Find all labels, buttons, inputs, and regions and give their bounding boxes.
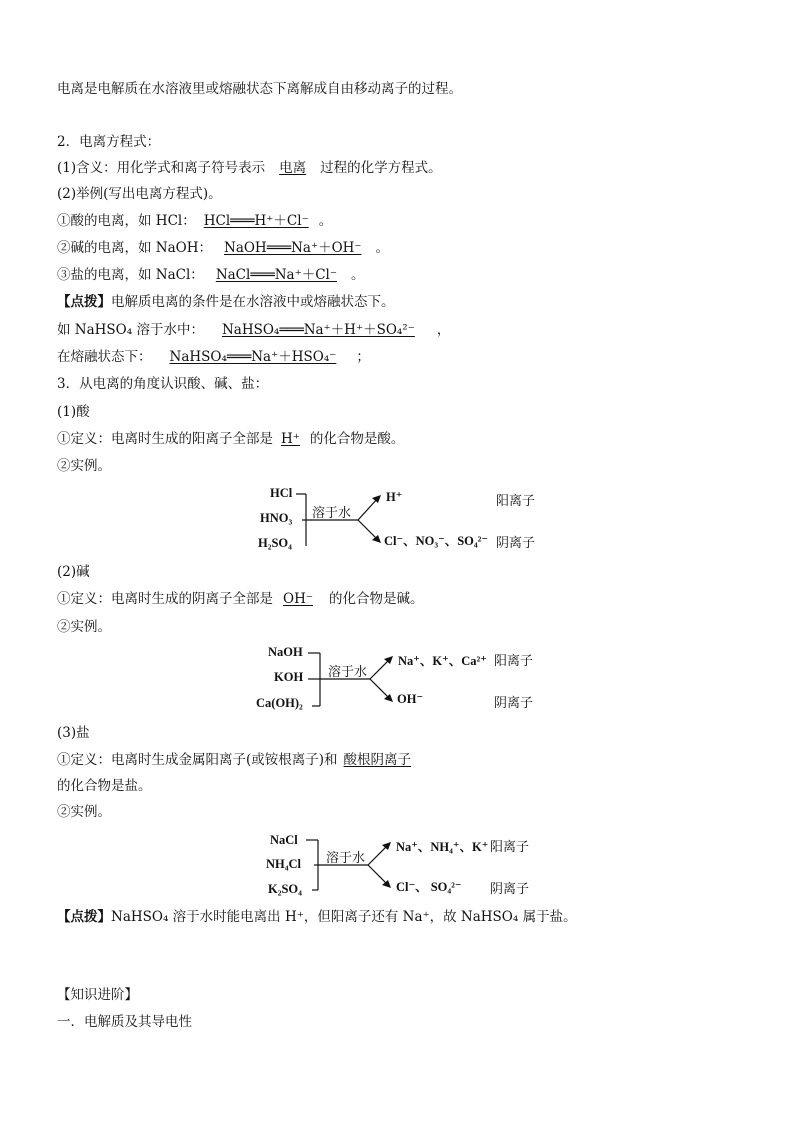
condition-label: 溶于水 bbox=[326, 851, 366, 866]
base-bracket-arrows bbox=[254, 643, 554, 715]
acid-reactant: HCl bbox=[270, 486, 293, 500]
acid-reactant: HNO₃ bbox=[260, 511, 293, 525]
anion-products: Cl⁻、NO₃⁻、SO₄²⁻ bbox=[384, 534, 488, 548]
anion-label: 阴离子 bbox=[496, 536, 536, 551]
cation-label: 阳离子 bbox=[490, 840, 530, 855]
advanced-subtitle: 一．电解质及其导电性 bbox=[57, 1014, 192, 1030]
cation-label: 阳离子 bbox=[494, 654, 534, 669]
blank-answer: OH⁻ bbox=[283, 591, 313, 607]
nahso4-melt-line: 在熔融状态下： NaHSO₄═══Na⁺＋HSO₄⁻ ； bbox=[57, 349, 370, 365]
section-3-title: 3．从电离的角度认识酸、碱、盐： bbox=[57, 376, 269, 392]
acid-bracket-arrows bbox=[250, 484, 550, 554]
blank-answer: 电离 bbox=[279, 160, 307, 176]
salt-definition: ①定义：电离时生成金属阳离子(或铵根离子)和 酸根阴离子 bbox=[57, 750, 425, 770]
base-example-label: ②实例。 bbox=[57, 619, 111, 635]
salt-reactant: NH₄Cl bbox=[266, 857, 301, 871]
meaning-line: (1)含义：用化学式和离子符号表示 电离 过程的化学方程式。 bbox=[57, 160, 442, 176]
advanced-tag: 【知识进阶】 bbox=[57, 987, 138, 1003]
blank-answer: H⁺ bbox=[281, 431, 300, 447]
base-definition: ①定义：电离时生成的阴离子全部是 OH⁻ 的化合物是碱。 bbox=[57, 591, 424, 607]
cation-products: H⁺ bbox=[386, 490, 403, 504]
nahso4-water-line: 如 NaHSO₄ 溶于水中： NaHSO₄═══Na⁺＋H⁺＋SO₄²⁻ ， bbox=[57, 322, 451, 338]
anion-label: 阴离子 bbox=[494, 696, 534, 711]
tip-line-2: 【点拨】NaHSO₄ 溶于水时能电离出 H⁺，但阳离子还有 Na⁺，故 NaHSO₄ 属于盐。 bbox=[57, 909, 577, 925]
acid-ionization-line: ①酸的电离，如 HCl： HCl═══H⁺＋Cl⁻ 。 bbox=[57, 213, 333, 229]
base-ionization-line: ②碱的电离，如 NaOH： NaOH═══Na⁺＋OH⁻ 。 bbox=[57, 240, 390, 256]
salt-example-label: ②实例。 bbox=[57, 804, 111, 820]
blank-answer: HCl═══H⁺＋Cl⁻ bbox=[203, 213, 309, 229]
blank-answer: NaCl═══Na⁺＋Cl⁻ bbox=[215, 267, 337, 283]
anion-products: Cl⁻、 SO₄²⁻ bbox=[396, 880, 462, 894]
examples-title: (2)举例(写出电离方程式)。 bbox=[57, 186, 222, 202]
base-reactant: NaOH bbox=[268, 645, 303, 659]
blank-answer: NaHSO₄═══Na⁺＋H⁺＋SO₄²⁻ bbox=[221, 322, 415, 338]
anion-products: OH⁻ bbox=[397, 692, 424, 706]
base-ionization-diagram bbox=[254, 643, 554, 715]
intro-text: 电离是电解质在水溶液里或熔融状态下离解成自由移动离子的过程。 bbox=[57, 81, 462, 97]
acid-ionization-diagram bbox=[250, 484, 550, 554]
acid-definition: ①定义：电离时生成的阳离子全部是 H⁺ 的化合物是酸。 bbox=[57, 431, 405, 447]
blank-answer: NaHSO₄═══Na⁺＋HSO₄⁻ bbox=[169, 349, 337, 365]
blank-answer: NaOH═══Na⁺＋OH⁻ bbox=[224, 240, 362, 256]
cation-label: 阳离子 bbox=[496, 494, 536, 509]
cation-products: Na⁺、NH₄⁺、K⁺ bbox=[396, 840, 489, 854]
anion-label: 阴离子 bbox=[490, 882, 530, 897]
section-2-title: 2．电离方程式： bbox=[57, 134, 161, 150]
acid-example-label: ②实例。 bbox=[57, 458, 111, 474]
acid-reactant: H₂SO₄ bbox=[258, 536, 292, 550]
salt-bracket-arrows bbox=[262, 831, 562, 901]
condition-label: 溶于水 bbox=[312, 506, 352, 521]
acid-heading: (1)酸 bbox=[57, 404, 90, 420]
condition-label: 溶于水 bbox=[328, 665, 368, 680]
salt-ionization-diagram bbox=[262, 831, 562, 901]
base-heading: (2)碱 bbox=[57, 564, 90, 580]
base-reactant: Ca(OH)₂ bbox=[256, 696, 303, 710]
salt-reactant: K₂SO₄ bbox=[268, 882, 302, 896]
salt-ionization-line: ③盐的电离，如 NaCl： NaCl═══Na⁺＋Cl⁻ 。 bbox=[57, 267, 365, 283]
base-reactant: KOH bbox=[274, 670, 304, 684]
cation-products: Na⁺、K⁺、Ca²⁺ bbox=[398, 654, 487, 668]
tip-line-1: 【点拨】电解质电离的条件是在水溶液中或熔融状态下。 bbox=[57, 294, 395, 310]
salt-heading: (3)盐 bbox=[57, 725, 90, 741]
salt-definition-cont: 的化合物是盐。 bbox=[57, 778, 152, 794]
salt-reactant: NaCl bbox=[270, 833, 298, 847]
blank-answer: 酸根阴离子 bbox=[343, 752, 412, 768]
